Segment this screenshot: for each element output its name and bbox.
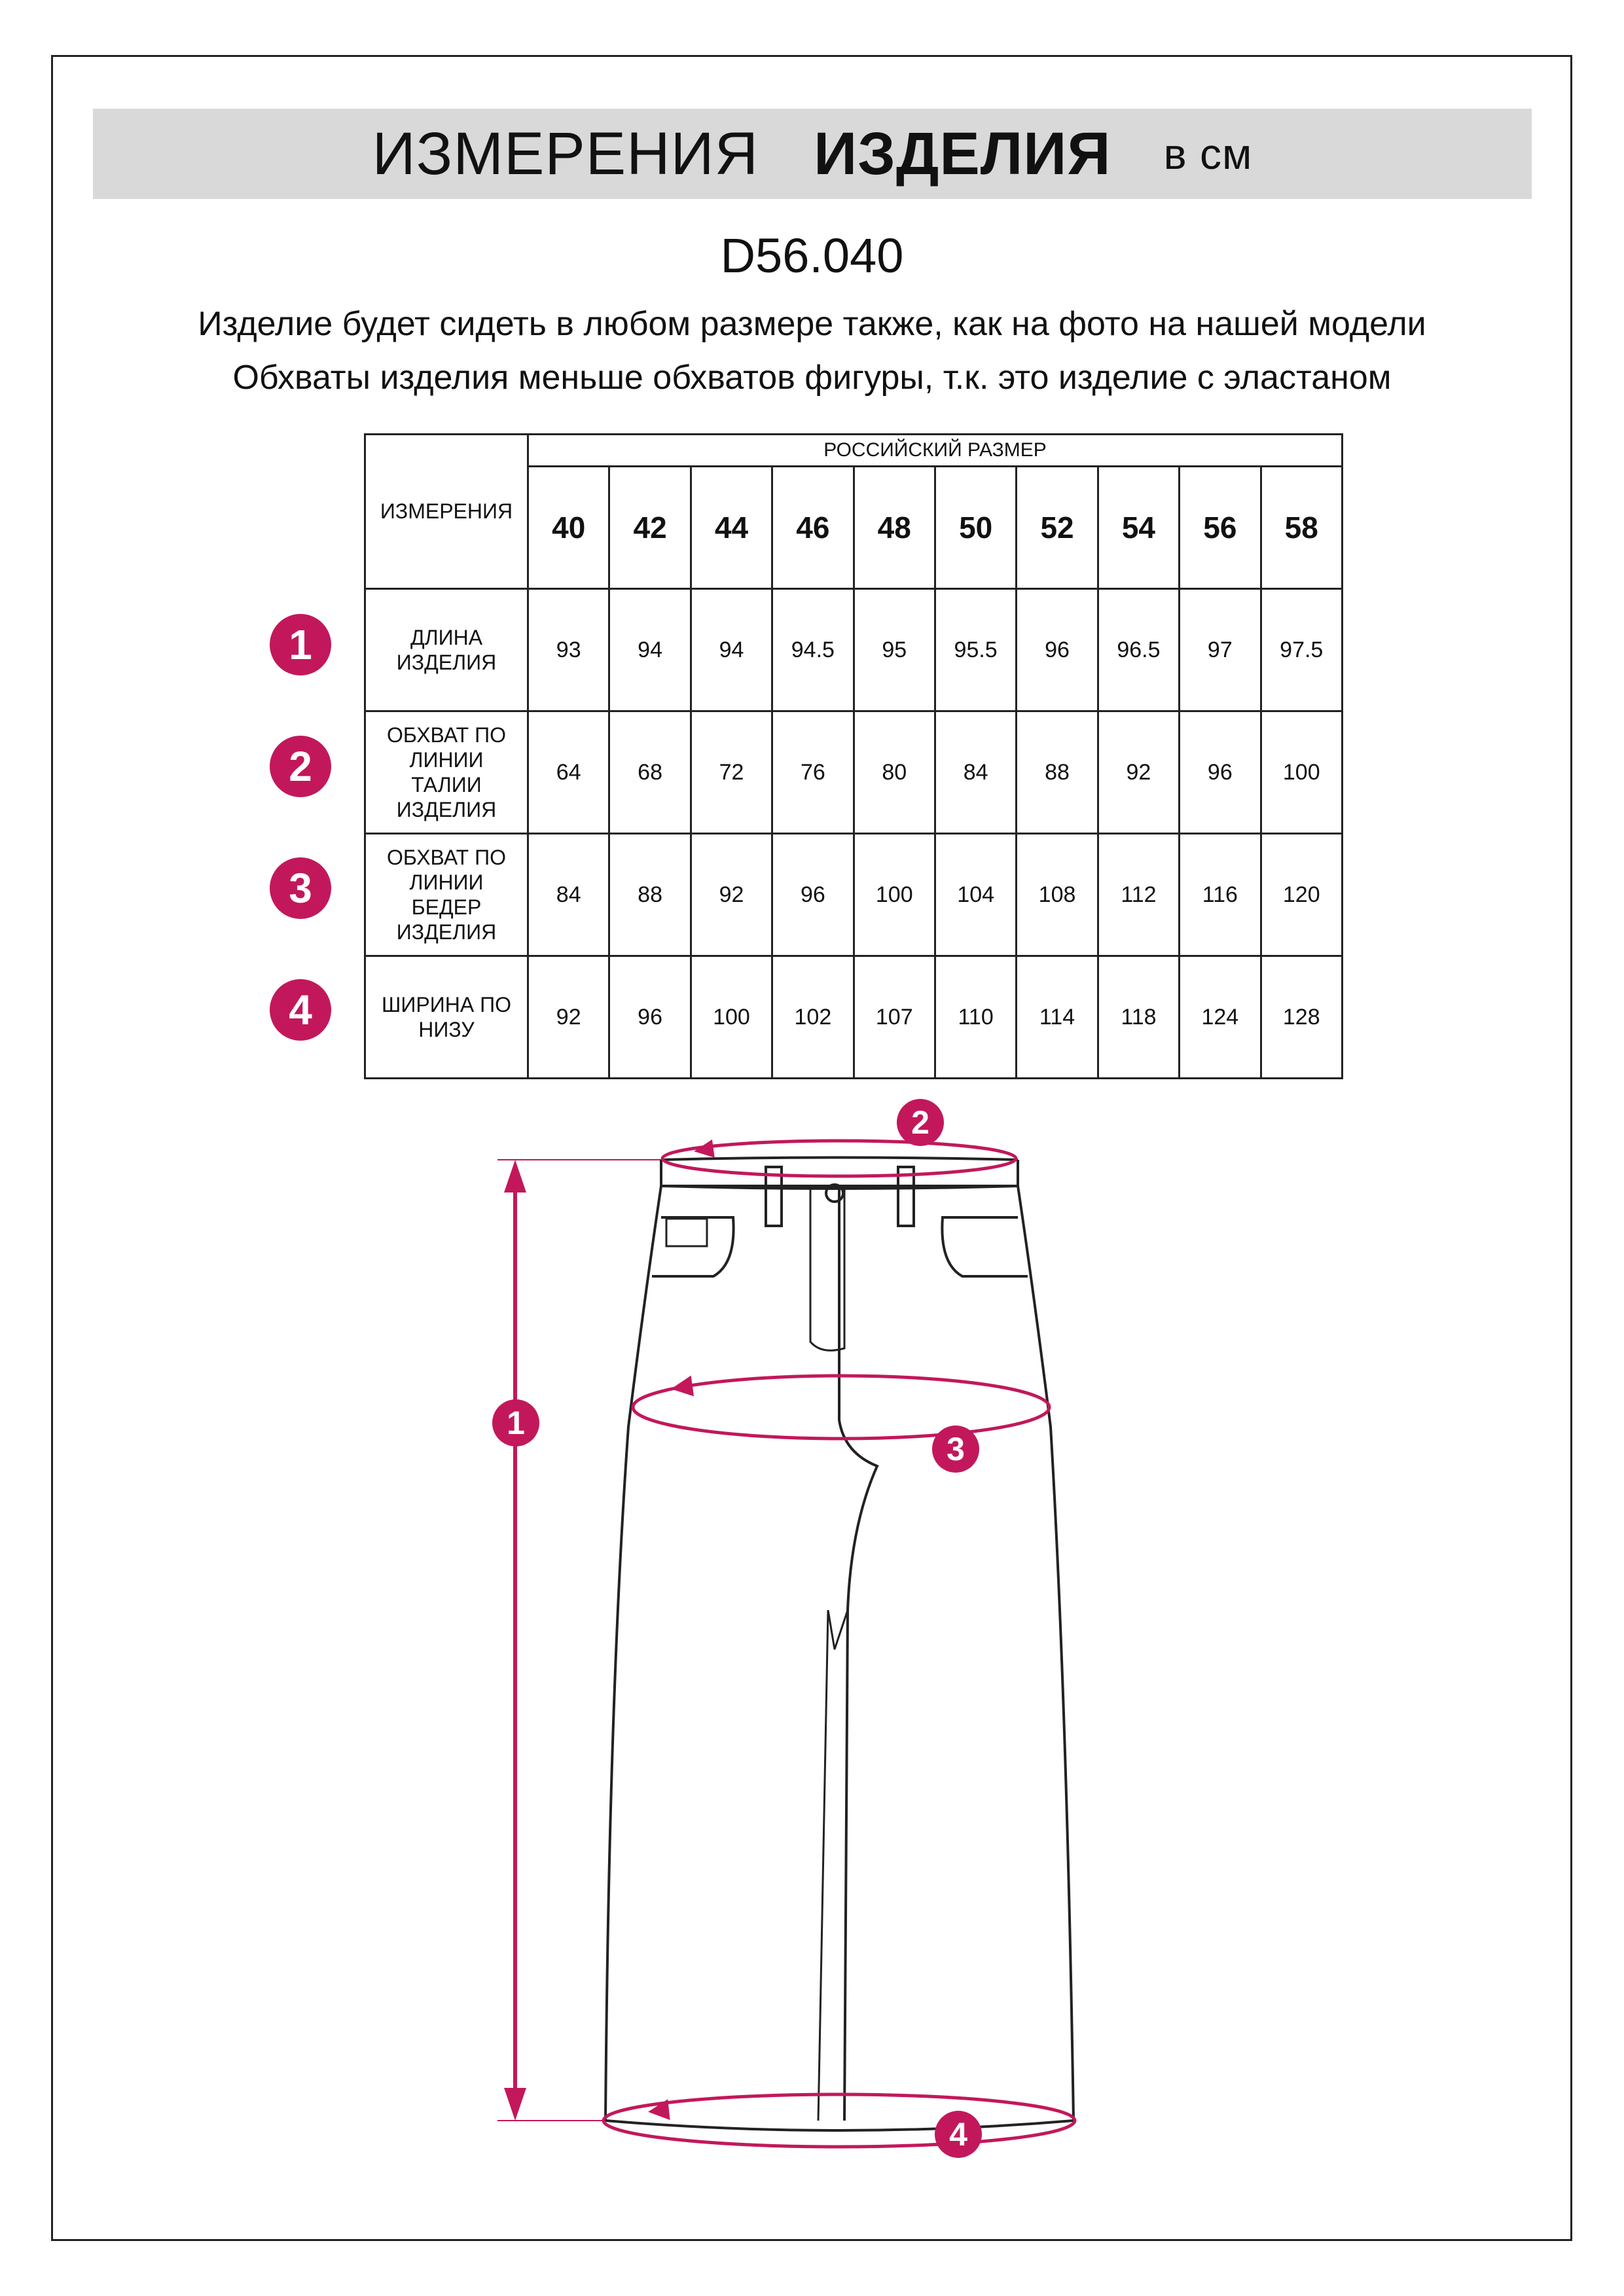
size-header-cell: 54 (1098, 467, 1179, 589)
table-cell: 84 (935, 711, 1016, 834)
table-cell: 95 (854, 589, 935, 711)
elastane-note: Обхваты изделия меньше обхватов фигуры, т.к. это изделие с эластаном (232, 359, 1392, 397)
diagram-marker-length: 1 (492, 1399, 539, 1446)
table-cell: 88 (1017, 711, 1098, 834)
length-measure (497, 1160, 661, 2121)
title-light: ИЗМЕРЕНИЯ (372, 120, 759, 187)
diagram-marker-waist: 2 (897, 1099, 944, 1146)
title-bold: ИЗДЕЛИЯ (814, 120, 1111, 187)
title-unit: в см (1163, 130, 1253, 178)
size-header-cell: 42 (609, 467, 691, 589)
table-cell: 76 (772, 711, 854, 834)
table-cell: 100 (1261, 711, 1342, 834)
row-label: ДЛИНА ИЗДЕЛИЯ (365, 589, 528, 711)
russian-size-header: РОССИЙСКИЙ РАЗМЕР (528, 435, 1343, 467)
size-header-cell: 44 (691, 467, 772, 589)
table-cell: 102 (772, 956, 854, 1079)
table-cell: 96 (772, 834, 854, 956)
hem-measure (604, 2094, 1075, 2147)
table-cell: 92 (691, 834, 772, 956)
table-cell: 120 (1261, 834, 1342, 956)
table-cell: 64 (528, 711, 609, 834)
row-marker: 2 (270, 736, 331, 797)
table-cell: 72 (691, 711, 772, 834)
row-label: ШИРИНА ПО НИЗУ (365, 956, 528, 1079)
table-cell: 107 (854, 956, 935, 1079)
diagram-marker-hip: 3 (932, 1426, 979, 1473)
size-header-cell: 46 (772, 467, 854, 589)
size-header-cell: 58 (1261, 467, 1342, 589)
size-header-cell: 52 (1017, 467, 1098, 589)
row-label: ОБХВАТ ПО ЛИНИИ БЕДЕР ИЗДЕЛИЯ (365, 834, 528, 956)
table-cell: 95.5 (935, 589, 1016, 711)
table-cell: 94 (609, 589, 691, 711)
table-cell: 100 (691, 956, 772, 1079)
table-cell: 92 (528, 956, 609, 1079)
size-header-cell: 56 (1180, 467, 1261, 589)
table-cell: 84 (528, 834, 609, 956)
table-cell: 100 (854, 834, 935, 956)
size-header-cell: 48 (854, 467, 935, 589)
article-number: D56.040 (720, 228, 904, 283)
table-cell: 118 (1098, 956, 1179, 1079)
row-label: ОБХВАТ ПО ЛИНИИ ТАЛИИ ИЗДЕЛИЯ (365, 711, 528, 834)
table-cell: 110 (935, 956, 1016, 1079)
table-cell: 68 (609, 711, 691, 834)
table-cell: 114 (1017, 956, 1098, 1079)
row-marker: 3 (270, 857, 331, 919)
table-cell: 104 (935, 834, 1016, 956)
size-header-cell: 40 (528, 467, 609, 589)
table-cell: 128 (1261, 956, 1342, 1079)
row-marker: 4 (270, 979, 331, 1041)
table-cell: 94.5 (772, 589, 854, 711)
table-cell: 96.5 (1098, 589, 1179, 711)
size-header-cell: 50 (935, 467, 1016, 589)
measurements-header: ИЗМЕРЕНИЯ (365, 435, 528, 589)
table-cell: 108 (1017, 834, 1098, 956)
table-cell: 96 (1017, 589, 1098, 711)
fit-note: Изделие будет сидеть в любом размере также, как на фото на нашей модели (198, 305, 1426, 343)
table-cell: 80 (854, 711, 935, 834)
table-cell: 116 (1180, 834, 1261, 956)
table-cell: 92 (1098, 711, 1179, 834)
table-cell: 94 (691, 589, 772, 711)
table-cell: 124 (1180, 956, 1261, 1079)
table-cell: 93 (528, 589, 609, 711)
table-cell: 97.5 (1261, 589, 1342, 711)
row-marker: 1 (270, 614, 331, 675)
table-cell: 97 (1180, 589, 1261, 711)
table-cell: 112 (1098, 834, 1179, 956)
table-cell: 96 (1180, 711, 1261, 834)
diagram-marker-hem: 4 (935, 2111, 982, 2158)
table-cell: 88 (609, 834, 691, 956)
table-cell: 96 (609, 956, 691, 1079)
skirt-outline (605, 1158, 1074, 2131)
